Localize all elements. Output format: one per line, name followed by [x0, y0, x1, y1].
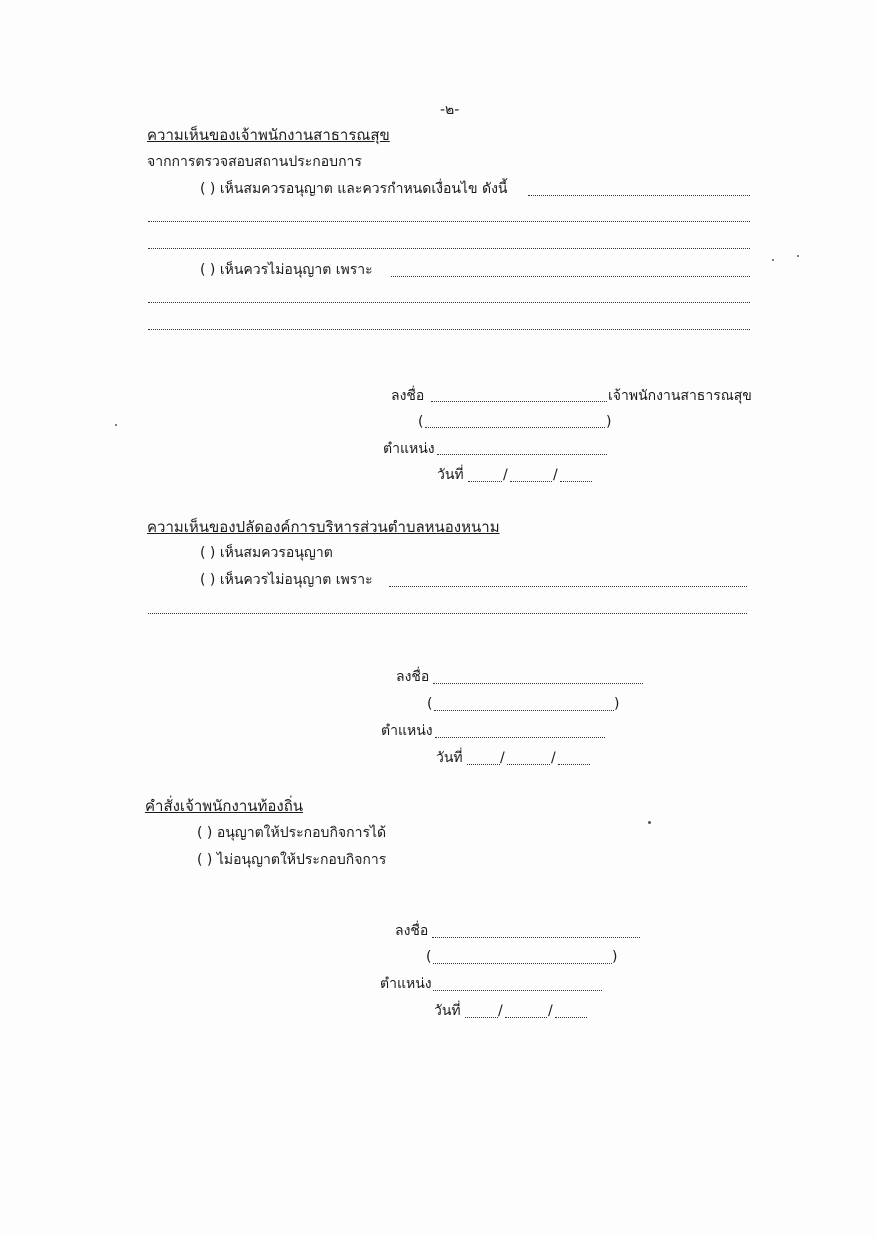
section1-name-open: (	[418, 414, 424, 430]
section2-name-close: )	[614, 696, 620, 712]
section2-reason-line-1[interactable]	[389, 586, 747, 587]
section1-reason-line-3[interactable]	[148, 329, 750, 330]
section1-reason-line-2[interactable]	[148, 302, 750, 303]
section3-option-approve: ( ) อนุญาตให้ประกอบกิจการได้	[197, 825, 387, 841]
section1-heading: ความเห็นของเจ้าพนักงานสาธารณสุข	[147, 126, 390, 144]
section1-position-line[interactable]	[437, 454, 607, 455]
section2-position-label: ตำแหน่ง	[381, 723, 433, 739]
section3-date-sep1: /	[498, 1003, 503, 1019]
section1-date-label: วันที่	[437, 467, 464, 483]
section3-position-label: ตำแหน่ง	[380, 976, 432, 992]
section3-date-day[interactable]	[465, 1017, 498, 1018]
section1-condition-line-3[interactable]	[148, 248, 750, 249]
section3-option-deny: ( ) ไม่อนุญาตให้ประกอบกิจการ	[197, 852, 387, 868]
section2-date-month[interactable]	[507, 764, 550, 765]
section1-sign-label: ลงชื่อ	[391, 388, 425, 404]
scan-speck	[772, 259, 774, 261]
section1-condition-line-2[interactable]	[148, 221, 750, 222]
section2-signature-line[interactable]	[433, 683, 643, 684]
section1-option-deny: ( ) เห็นควรไม่อนุญาต เพราะ	[200, 262, 373, 278]
section3-name-close: )	[612, 949, 618, 965]
section3-heading: คำสั่งเจ้าพนักงานท้องถิ่น	[145, 797, 304, 815]
section3-date-label: วันที่	[434, 1003, 461, 1019]
section2-option-deny: ( ) เห็นควรไม่อนุญาต เพราะ	[200, 572, 373, 588]
section1-date-sep1: /	[503, 467, 508, 483]
section1-date-sep2: /	[553, 467, 558, 483]
section1-date-year[interactable]	[560, 481, 592, 482]
section1-intro: จากการตรวจสอบสถานประกอบการ	[147, 154, 362, 170]
section1-position-label: ตำแหน่ง	[383, 441, 435, 457]
section2-date-day[interactable]	[467, 764, 500, 765]
section2-option-approve: ( ) เห็นสมควรอนุญาต	[200, 545, 333, 561]
section3-date-sep2: /	[548, 1003, 553, 1019]
section3-date-month[interactable]	[505, 1017, 547, 1018]
section2-date-label: วันที่	[436, 750, 463, 766]
section1-sign-title: เจ้าพนักงานสาธารณสุข	[608, 388, 752, 404]
scan-speck	[648, 821, 651, 824]
section2-date-sep2: /	[551, 750, 556, 766]
section2-heading: ความเห็นของปลัดองค์การบริหารส่วนตำบลหนองหนาม	[147, 518, 500, 536]
section1-condition-line-1[interactable]	[528, 195, 750, 196]
scan-speck	[797, 255, 799, 257]
section2-position-line[interactable]	[435, 737, 605, 738]
scan-speck	[115, 424, 117, 426]
section1-date-day[interactable]	[468, 481, 502, 482]
section1-signature-line[interactable]	[431, 401, 607, 402]
section3-sign-label: ลงชื่อ	[395, 923, 429, 939]
section2-reason-line-2[interactable]	[148, 613, 747, 614]
section3-date-year[interactable]	[555, 1017, 587, 1018]
section2-sign-label: ลงชื่อ	[396, 669, 430, 685]
page-number: -๒-	[440, 102, 460, 118]
section1-name-close: )	[606, 414, 612, 430]
section2-name-line[interactable]	[434, 710, 614, 711]
section3-position-line[interactable]	[433, 990, 602, 991]
section1-reason-line-1[interactable]	[391, 276, 750, 277]
section2-date-sep1: /	[500, 750, 505, 766]
section2-name-open: (	[427, 696, 433, 712]
section1-date-month[interactable]	[510, 481, 552, 482]
section1-option-approve: ( ) เห็นสมควรอนุญาต และควรกำหนดเงื่อนไข ดังนี้	[200, 181, 508, 197]
section2-date-year[interactable]	[558, 764, 590, 765]
section3-name-open: (	[426, 949, 432, 965]
section3-signature-line[interactable]	[432, 937, 640, 938]
section3-name-line[interactable]	[433, 963, 612, 964]
section1-name-line[interactable]	[425, 427, 605, 428]
